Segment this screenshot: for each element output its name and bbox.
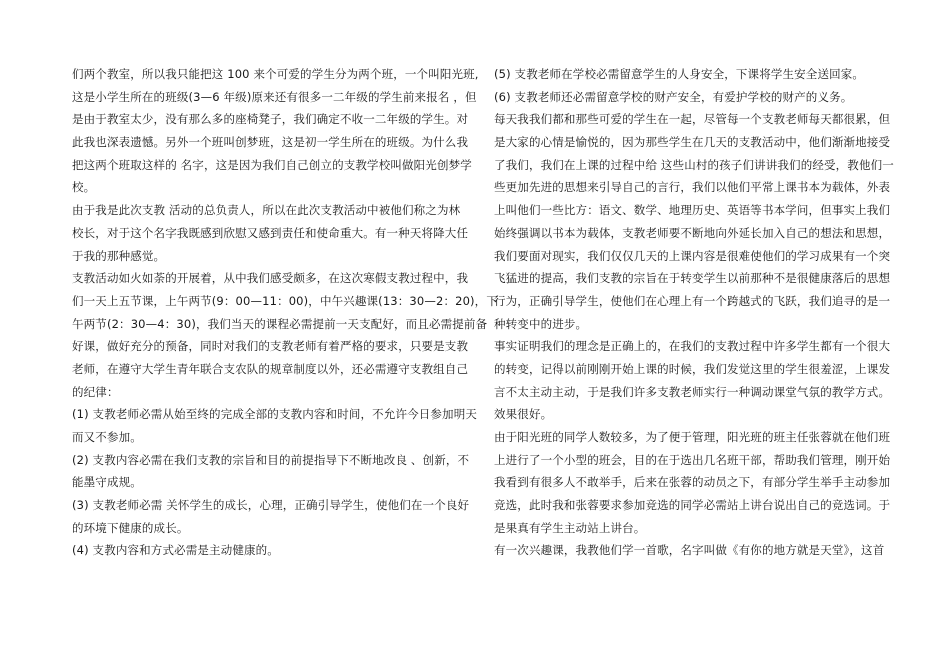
text-line: 是大家的心情是愉悦的，因为那些学生在几天的支教活动中，他们渐渐地接受 — [494, 135, 891, 150]
text-line: 老师，在遵守大学生青年联合支农队的规章制度以外，还必需遵守支教组自己 — [72, 361, 469, 376]
text-line: 而又不参加。 — [72, 430, 142, 444]
text-line: (1) 支教老师必需从始至终的完成全部的支教内容和时间，不允许今日参加明天 — [72, 407, 477, 422]
text-line: 的纪律： — [72, 384, 119, 399]
text-line: 种转变中的进步。 — [494, 316, 588, 331]
text-line: 能墨守成规。 — [72, 475, 142, 490]
text-line: 了我们，我们在上课的过程中给 这些山村的孩子们讲讲我们的经受，教他们一 — [494, 157, 894, 172]
text-line: 始终强调以书本为载体，支教老师要不断地向外延长加入自己的想法和思想， — [494, 225, 891, 240]
text-line: 些更加先进的思想来引导自己的言行，我们以他们平常上课书本为载体，外表 — [494, 180, 891, 195]
text-line: 们两个教室，所以我只能把这 100 来个可爱的学生分为两个班，一个叫阳光班, — [72, 67, 479, 81]
text-line: 飞猛进的提高，我们支教的宗旨在于转变学生以前那种不是很健康落后的思想 — [494, 271, 891, 286]
right-text-column — [494, 63, 894, 562]
text-line: 行为，正确引导学生，使他们在心理上有一个跨越式的飞跃，我们追寻的是一 — [494, 293, 891, 308]
text-line: 午两节(2：30—4：30)，我们当天的课程必需提前一天支配好，而且必需提前备 — [72, 316, 488, 331]
text-line: 每天我我们都和那些可爱的学生在一起，尽管每一个支教老师每天都很累，但 — [494, 112, 891, 127]
text-line: (3) 支教老师必需 关怀学生的成长，心理，正确引导学生，使他们在一个良好 — [72, 498, 470, 513]
text-line: 是果真有学生主动站上讲台。 — [494, 520, 646, 535]
text-line: 好课，做好充分的预备，同时对我们的支教老师有着严格的要求，只要是支教 — [72, 339, 469, 354]
text-line: (5) 支教老师在学校必需留意学生的人身安全，下课将学生安全送回家。 — [494, 67, 865, 81]
text-line: 有一次兴趣课，我教他们学一首歌，名字叫做《有你的地方就是天堂》，这首 — [494, 543, 885, 558]
text-line: 效果很好。 — [494, 407, 553, 422]
text-line: 上叫他们一些比方：语文、数学、地理历史、英语等书本学问，但事实上我们 — [494, 203, 891, 218]
text-line: 把这两个班取这样的 名字，这是因为我们自己创立的支教学校叫做阳光创梦学 — [72, 157, 472, 172]
left-text-column — [72, 63, 498, 562]
text-line: 是由于教室太少，没有那么多的座椅凳子，我们确定不收一二年级的学生。对 — [72, 112, 469, 127]
text-line: 校长，对于这个名字我既感到欣慰又感到责任和使命重大。有一种天将降大任 — [72, 225, 469, 240]
text-line: (6) 支教老师还必需留意学校的财产安全，有爱护学校的财产的义务。 — [494, 89, 853, 104]
text-line: 上进行了一个小型的班会，目的在于选出几名班干部，帮助我们管理，刚开始 — [494, 452, 891, 467]
text-line: 的环境下健康的成长。 — [72, 520, 189, 535]
text-line: (2) 支教内容必需在我们支教的宗旨和目的前提指导下不断地改良 、创新，不 — [72, 452, 470, 467]
text-line: 我看到有很多人不敢举手，后来在张蓉的动员之下，有部分学生举手主动参加 — [494, 475, 891, 490]
text-line: 们一天上五节课，上午两节(9：00—11：00)，中午兴趣课(13：30—2：20)，下 — [72, 293, 498, 308]
text-line: 校。 — [72, 180, 96, 195]
text-line: 的转变，记得以前刚刚开始上课的时候，我们发觉这里的学生很羞涩，上课发 — [494, 361, 891, 376]
text-line: 这是小学生所在的班级(3—6 年级)原来还有很多一二年级的学生前来报名 ，但 — [72, 89, 477, 104]
text-line: 由于阳光班的同学人数较多，为了便于管理，阳光班的班主任张蓉就在他们班 — [494, 430, 891, 444]
text-line: 竞选，此时我和张蓉要求参加竞选的同学必需站上讲台说出自己的竞选词。于 — [494, 498, 891, 513]
text-line: 言不太主动主动，于是我们许多支教老师实行一种调动课堂气氛的教学方式。 — [494, 384, 891, 399]
text-line: 支教活动如火如荼的开展着，从中我们感受颇多，在这次寒假支教过程中，我 — [72, 271, 469, 286]
text-line: 此我也深表遗憾。另外一个班叫创梦班，这是初一学生所在的班级。为什么我 — [72, 135, 469, 150]
text-line: 我们要面对现实，我们仅仅几天的上课内容是很难使他们的学习成果有一个突 — [494, 248, 891, 263]
text-line: 事实证明我们的理念是正确上的，在我们的支教过程中许多学生都有一个很大 — [494, 339, 891, 354]
text-line: (4) 支教内容和方式必需是主动健康的。 — [72, 543, 279, 558]
text-line: 于我的那种感觉。 — [72, 248, 166, 263]
text-line: 由于我是此次支教 活动的总负责人，所以在此次支教活动中被他们称之为林 — [72, 203, 461, 218]
